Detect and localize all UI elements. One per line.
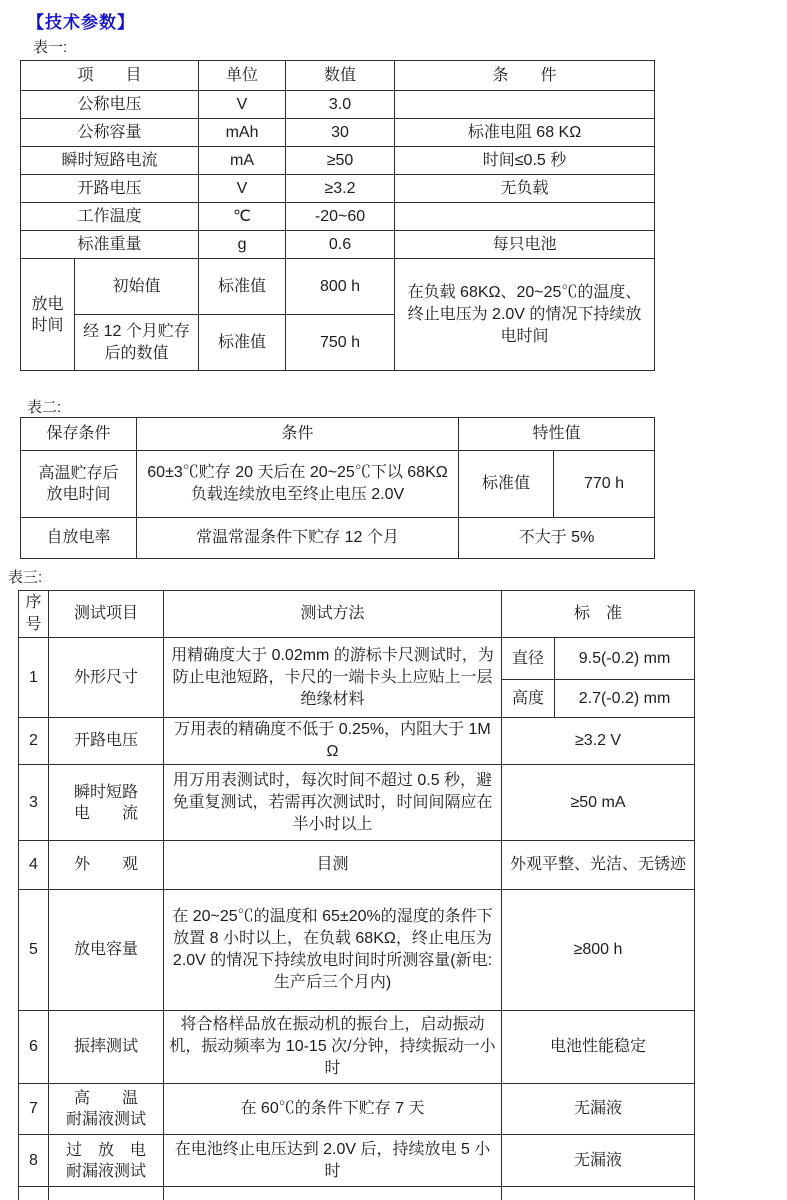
t1-discharge-condition: 在负载 68KΩ、20~25℃的温度、终止电压为 2.0V 的情况下持续放电时间 xyxy=(395,259,655,371)
table-cell: 8 xyxy=(19,1135,49,1187)
table-cell: 无漏液 xyxy=(502,1135,695,1187)
t1-header-item: 项 目 xyxy=(21,61,199,91)
table-cell: 无负载 xyxy=(395,175,655,203)
table-cell: 开路电压 xyxy=(21,175,199,203)
spec-table-1 xyxy=(20,60,655,371)
table-cell: 2.7(-0.2) mm xyxy=(555,680,695,718)
table-cell: -20~60 xyxy=(286,203,395,231)
table-cell: ≥3.2 xyxy=(286,175,395,203)
table-cell: 1 xyxy=(19,638,49,718)
cell-line: 高 温 xyxy=(73,1090,138,1107)
table-cell: ≥3.2 V xyxy=(502,718,695,765)
table-cell: 标准值 xyxy=(459,451,554,518)
table-cell: 标准值 xyxy=(199,315,286,371)
table-cell: g xyxy=(199,231,286,259)
table-cell: 每只电池 xyxy=(395,231,655,259)
table-cell: ≥50 xyxy=(286,147,395,175)
table-cell: ≥800 h xyxy=(502,890,695,1011)
table-cell xyxy=(49,765,164,841)
table-cell-stub xyxy=(502,1187,695,1200)
table-cell: 标准值 xyxy=(199,259,286,315)
table-cell: 800 h xyxy=(286,259,395,315)
table-cell: 不大于 5% xyxy=(459,518,655,559)
table-cell xyxy=(49,1084,164,1135)
table-cell: 2 xyxy=(19,718,49,765)
table-cell-stub xyxy=(49,1187,164,1200)
table-cell: 0.6 xyxy=(286,231,395,259)
table-cell: 标准重量 xyxy=(21,231,199,259)
table-cell xyxy=(395,91,655,119)
table-cell: 6 xyxy=(19,1011,49,1084)
table-cell: 在 20~25℃的温度和 65±20%的湿度的条件下放置 8 小时以上，在负载 68KΩ，终止电压为 2.0V 的情况下持续放电时间时所测容量(新电:生产后三个月内) xyxy=(164,890,502,1011)
table-cell: 3.0 xyxy=(286,91,395,119)
table-cell: 4 xyxy=(19,841,49,890)
t1-header-cond: 条 件 xyxy=(395,61,655,91)
table-cell: 放电容量 xyxy=(49,890,164,1011)
table-cell: 750 h xyxy=(286,315,395,371)
table-cell: 目测 xyxy=(164,841,502,890)
table-cell: 在电池终止电压达到 2.0V 后，持续放电 5 小时 xyxy=(164,1135,502,1187)
t3-header-item: 测试项目 xyxy=(49,591,164,638)
cell-line: 耐漏液测试 xyxy=(65,1111,146,1128)
table-cell: 外形尺寸 xyxy=(49,638,164,718)
table3-label: 表三: xyxy=(8,569,43,586)
table-cell: mAh xyxy=(199,119,286,147)
t1-discharge-group-cell xyxy=(21,259,75,371)
table1-label: 表一: xyxy=(33,39,68,56)
table-cell: ≥50 mA xyxy=(502,765,695,841)
table-cell: ℃ xyxy=(199,203,286,231)
table-cell: 在 60℃的条件下贮存 7 天 xyxy=(164,1084,502,1135)
table-cell: 常温常湿条件下贮存 12 个月 xyxy=(137,518,459,559)
table-cell: 经 12 个月贮存后的数值 xyxy=(75,315,199,371)
table-cell: 60±3℃贮存 20 天后在 20~25℃下以 68KΩ 负载连续放电至终止电压 2.0V xyxy=(137,451,459,518)
table-cell: 外观平整、光洁、无锈迹 xyxy=(502,841,695,890)
table-cell: 9.5(-0.2) mm xyxy=(555,638,695,680)
table-cell xyxy=(395,203,655,231)
table-cell: 自放电率 xyxy=(21,518,137,559)
table-cell: V xyxy=(199,91,286,119)
spec-table-3 xyxy=(18,590,695,1200)
table2-label: 表二: xyxy=(27,399,62,416)
table-cell: 用万用表测试时，每次时间不超过 0.5 秒，避免重复测试，若需再次测试时，时间间隔应在半小时以上 xyxy=(164,765,502,841)
t1-header-unit: 单位 xyxy=(199,61,286,91)
table-cell: 用精确度大于 0.02mm 的游标卡尺测试时，为防止电池短路，卡尺的一端卡头上应贴上一层绝缘材料 xyxy=(164,638,502,718)
table-cell: 公称容量 xyxy=(21,119,199,147)
cell-line: 放电时间 xyxy=(46,486,111,503)
t3-header-method: 测试方法 xyxy=(164,591,502,638)
page-title: 【技术参数】 xyxy=(27,13,135,32)
table-cell: 3 xyxy=(19,765,49,841)
t2-header-item: 保存条件 xyxy=(21,418,137,451)
cell-line: 电 流 xyxy=(73,804,138,822)
cell-line: 时间 xyxy=(31,316,64,334)
t2-header-cond: 条件 xyxy=(137,418,459,451)
t1-header-value: 数值 xyxy=(286,61,395,91)
table-cell xyxy=(49,1135,164,1187)
cell-line: 瞬时短路 xyxy=(73,783,138,801)
table-cell: 5 xyxy=(19,890,49,1011)
table-cell: 直径 xyxy=(502,638,555,680)
table-cell: 将合格样品放在振动机的振台上，启动振动机，振动频率为 10-15 次/分钟，持续振动一小时 xyxy=(164,1011,502,1084)
table-cell: 外 观 xyxy=(49,841,164,890)
table-cell: 振摔测试 xyxy=(49,1011,164,1084)
table-cell: V xyxy=(199,175,286,203)
t2-header-value: 特性值 xyxy=(459,418,655,451)
table-cell: mA xyxy=(199,147,286,175)
table-cell xyxy=(21,451,137,518)
table-cell: 7 xyxy=(19,1084,49,1135)
table-cell: 公称电压 xyxy=(21,91,199,119)
table-cell: 时间≤0.5 秒 xyxy=(395,147,655,175)
cell-line: 耐漏液测试 xyxy=(65,1162,146,1180)
cell-line: 过 放 电 xyxy=(65,1141,146,1159)
table-cell: 瞬时短路电流 xyxy=(21,147,199,175)
t3-header-std: 标 准 xyxy=(502,591,695,638)
cell-line: 放电 xyxy=(31,295,64,313)
table-cell: 万用表的精确度不低于 0.25%，内阻大于 1MΩ xyxy=(164,718,502,765)
table-cell-stub xyxy=(164,1187,502,1200)
table-cell: 标准电阻 68 KΩ xyxy=(395,119,655,147)
table-cell-stub xyxy=(19,1187,49,1200)
spec-table-2 xyxy=(20,417,655,559)
table-cell: 工作温度 xyxy=(21,203,199,231)
table-cell: 开路电压 xyxy=(49,718,164,765)
t3-header-no: 序号 xyxy=(19,591,49,638)
table-cell: 高度 xyxy=(502,680,555,718)
table-cell: 30 xyxy=(286,119,395,147)
table-cell: 电池性能稳定 xyxy=(502,1011,695,1084)
table-cell: 770 h xyxy=(554,451,655,518)
table-cell: 无漏液 xyxy=(502,1084,695,1135)
cell-line: 高温贮存后 xyxy=(38,465,119,482)
table-cell: 初始值 xyxy=(75,259,199,315)
